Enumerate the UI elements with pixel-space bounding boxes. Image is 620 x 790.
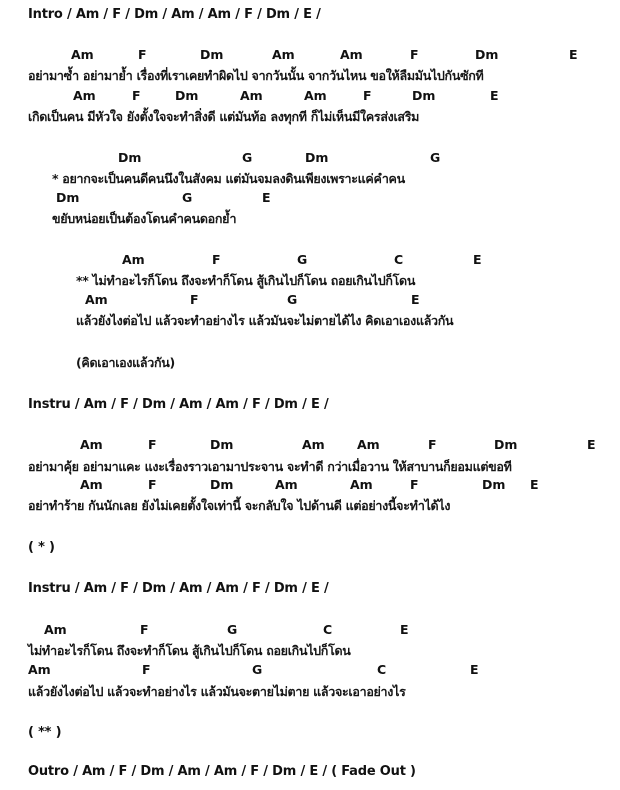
chord: Am xyxy=(80,477,103,492)
chord: F xyxy=(148,477,157,492)
chord: Dm xyxy=(56,190,80,205)
chord: Dm xyxy=(175,88,199,103)
chord: C xyxy=(323,622,333,637)
outro-progression: Outro / Am / F / Dm / Am / Am / F / Dm / E / ( Fade Out ) xyxy=(28,764,416,779)
chord: Am xyxy=(44,622,67,637)
chord: Dm xyxy=(482,477,506,492)
chord: Am xyxy=(302,437,325,452)
verse2-lyric-1: อย่ามาคุ้ย อย่ามาแคะ แงะเรื่องราวเอามาประจาน จะทำดี กว่าเมื่อวาน ให้สาบานก็ยอมแต่ขอที xyxy=(28,459,512,474)
verse2-lyric-2: อย่าทำร้าย กันนักเลย ยังไม่เคยตั้งใจเท่านี้ จะกลับใจ ไปด้านดี แต่อย่างนี้จะทำได้ไง xyxy=(28,498,451,513)
chord: Am xyxy=(73,88,96,103)
chord: Am xyxy=(350,477,373,492)
prechorus-lyric-2: ขยับหน่อยเป็นต้องโดนคำคนดอกย้ำ xyxy=(52,211,237,226)
chord: Dm xyxy=(475,47,499,62)
chord: E xyxy=(411,292,420,307)
chord: E xyxy=(262,190,271,205)
chord: E xyxy=(470,662,479,677)
chord: Am xyxy=(272,47,295,62)
chord: G xyxy=(242,150,253,165)
chord: Am xyxy=(122,252,145,267)
chord: F xyxy=(142,662,151,677)
repeat-prechorus: ( * ) xyxy=(28,540,55,555)
chord: G xyxy=(252,662,263,677)
chord: E xyxy=(530,477,539,492)
chord: C xyxy=(394,252,404,267)
chord: G xyxy=(430,150,441,165)
chord: Am xyxy=(80,437,103,452)
chord: Dm xyxy=(118,150,142,165)
prechorus-lyric-1: * อยากจะเป็นคนดีคนนึงในสังคม แต่มันจมลงดินเพียงเพราะแค่คำคน xyxy=(52,171,405,186)
chord: Am xyxy=(71,47,94,62)
chord: E xyxy=(490,88,499,103)
chord: F xyxy=(212,252,221,267)
chord: G xyxy=(287,292,298,307)
chord: G xyxy=(297,252,308,267)
chord: F xyxy=(363,88,372,103)
verse1-lyric-2: เกิดเป็นคน มีหัวใจ ยังตั้งใจจะทำสิ่งดี แต่มันท้อ ลงทุกที ก็ไม่เห็นมีใครส่งเสริม xyxy=(28,109,420,124)
chorus-lyric-1: ** ไม่ทำอะไรก็โดน ถึงจะทำก็โดน สู้เกินไปก็โดน ถอยเกินไปก็โดน xyxy=(76,273,416,288)
chord: F xyxy=(138,47,147,62)
chord: Am xyxy=(28,662,51,677)
chord: Am xyxy=(85,292,108,307)
chord: Am xyxy=(340,47,363,62)
chord: Dm xyxy=(210,477,234,492)
chord: Dm xyxy=(494,437,518,452)
chorus2-lyric-1: ไม่ทำอะไรก็โดน ถึงจะทำก็โดน สู้เกินไปก็โดน ถอยเกินไปก็โดน xyxy=(28,643,351,658)
instru-progression-1: Instru / Am / F / Dm / Am / Am / F / Dm / E / xyxy=(28,397,329,412)
chord: F xyxy=(148,437,157,452)
chord: Dm xyxy=(412,88,436,103)
chord: F xyxy=(132,88,141,103)
chorus-tag: (คิดเอาเองแล้วกัน) xyxy=(76,355,175,370)
chord: F xyxy=(410,477,419,492)
chord: Am xyxy=(357,437,380,452)
chord: Am xyxy=(275,477,298,492)
chord: G xyxy=(182,190,193,205)
chord: Dm xyxy=(210,437,234,452)
chord: F xyxy=(410,47,419,62)
verse1-lyric-1: อย่ามาซ้ำ อย่ามาย้ำ เรื่องที่เราเคยทำผิดไป จากวันนั้น จากวันไหน ขอให้ลืมมันไปกันซักที xyxy=(28,68,484,83)
chord: C xyxy=(377,662,387,677)
instru-progression-2: Instru / Am / F / Dm / Am / Am / F / Dm / E / xyxy=(28,581,329,596)
chorus2-lyric-2: แล้วยังไงต่อไป แล้วจะทำอย่างไร แล้วมันจะตายไม่ตาย แล้วจะเอาอย่างไร xyxy=(28,684,406,699)
chord: Am xyxy=(240,88,263,103)
chord: Am xyxy=(304,88,327,103)
chord: E xyxy=(473,252,482,267)
repeat-chorus: ( ** ) xyxy=(28,725,62,740)
chord: F xyxy=(140,622,149,637)
chord: E xyxy=(400,622,409,637)
chorus-lyric-2: แล้วยังไงต่อไป แล้วจะทำอย่างไร แล้วมันจะไม่ตายได้ไง คิดเอาเองแล้วกัน xyxy=(76,313,454,328)
chord: G xyxy=(227,622,238,637)
chord: Dm xyxy=(200,47,224,62)
chord: F xyxy=(428,437,437,452)
chord: Dm xyxy=(305,150,329,165)
intro-progression: Intro / Am / F / Dm / Am / Am / F / Dm / E / xyxy=(28,7,321,22)
chord: E xyxy=(587,437,596,452)
chord: F xyxy=(190,292,199,307)
chord: E xyxy=(569,47,578,62)
